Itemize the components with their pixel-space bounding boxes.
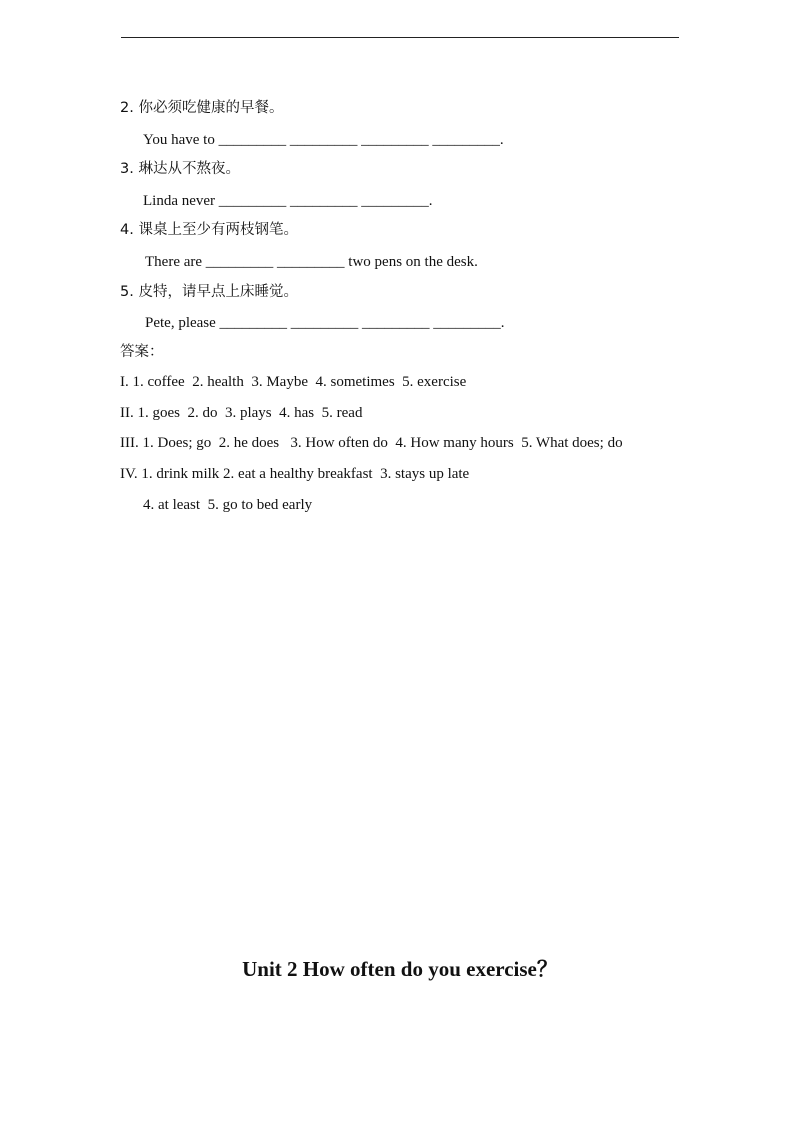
header-rule: [121, 37, 679, 38]
question-2-sentence: You have to _________ _________ _________ _________.: [143, 132, 504, 148]
question-5-prompt: 5. 皮特，请早点上床睡觉。: [120, 284, 298, 300]
answer-line-1: I. 1. coffee 2. health 3. Maybe 4. sometimes 5. exercise: [120, 374, 467, 390]
answer-line-5: 4. at least 5. go to bed early: [143, 497, 313, 513]
question-5-sentence: Pete, please _________ _________ _________ _________.: [145, 315, 505, 331]
question-3-prompt: 3. 琳达从不熬夜。: [120, 161, 240, 177]
answer-line-2: II. 1. goes 2. do 3. plays 4. has 5. read: [120, 405, 363, 421]
question-2-prompt: 2. 你必须吃健康的早餐。: [120, 100, 284, 116]
question-4-prompt: 4. 课桌上至少有两枝钢笔。: [120, 222, 298, 238]
answers-label: 答案：: [120, 344, 164, 360]
unit-title: Unit 2 How often do you exercise？: [242, 957, 558, 981]
question-4-sentence: There are _________ _________ two pens on the desk.: [145, 254, 478, 270]
question-3-sentence: Linda never _________ _________ _________.: [143, 193, 433, 209]
answer-line-3: III. 1. Does; go 2. he does 3. How often do 4. How many hours 5. What does; do: [120, 435, 623, 451]
answer-line-4: IV. 1. drink milk 2. eat a healthy breakfast 3. stays up late: [120, 466, 470, 482]
